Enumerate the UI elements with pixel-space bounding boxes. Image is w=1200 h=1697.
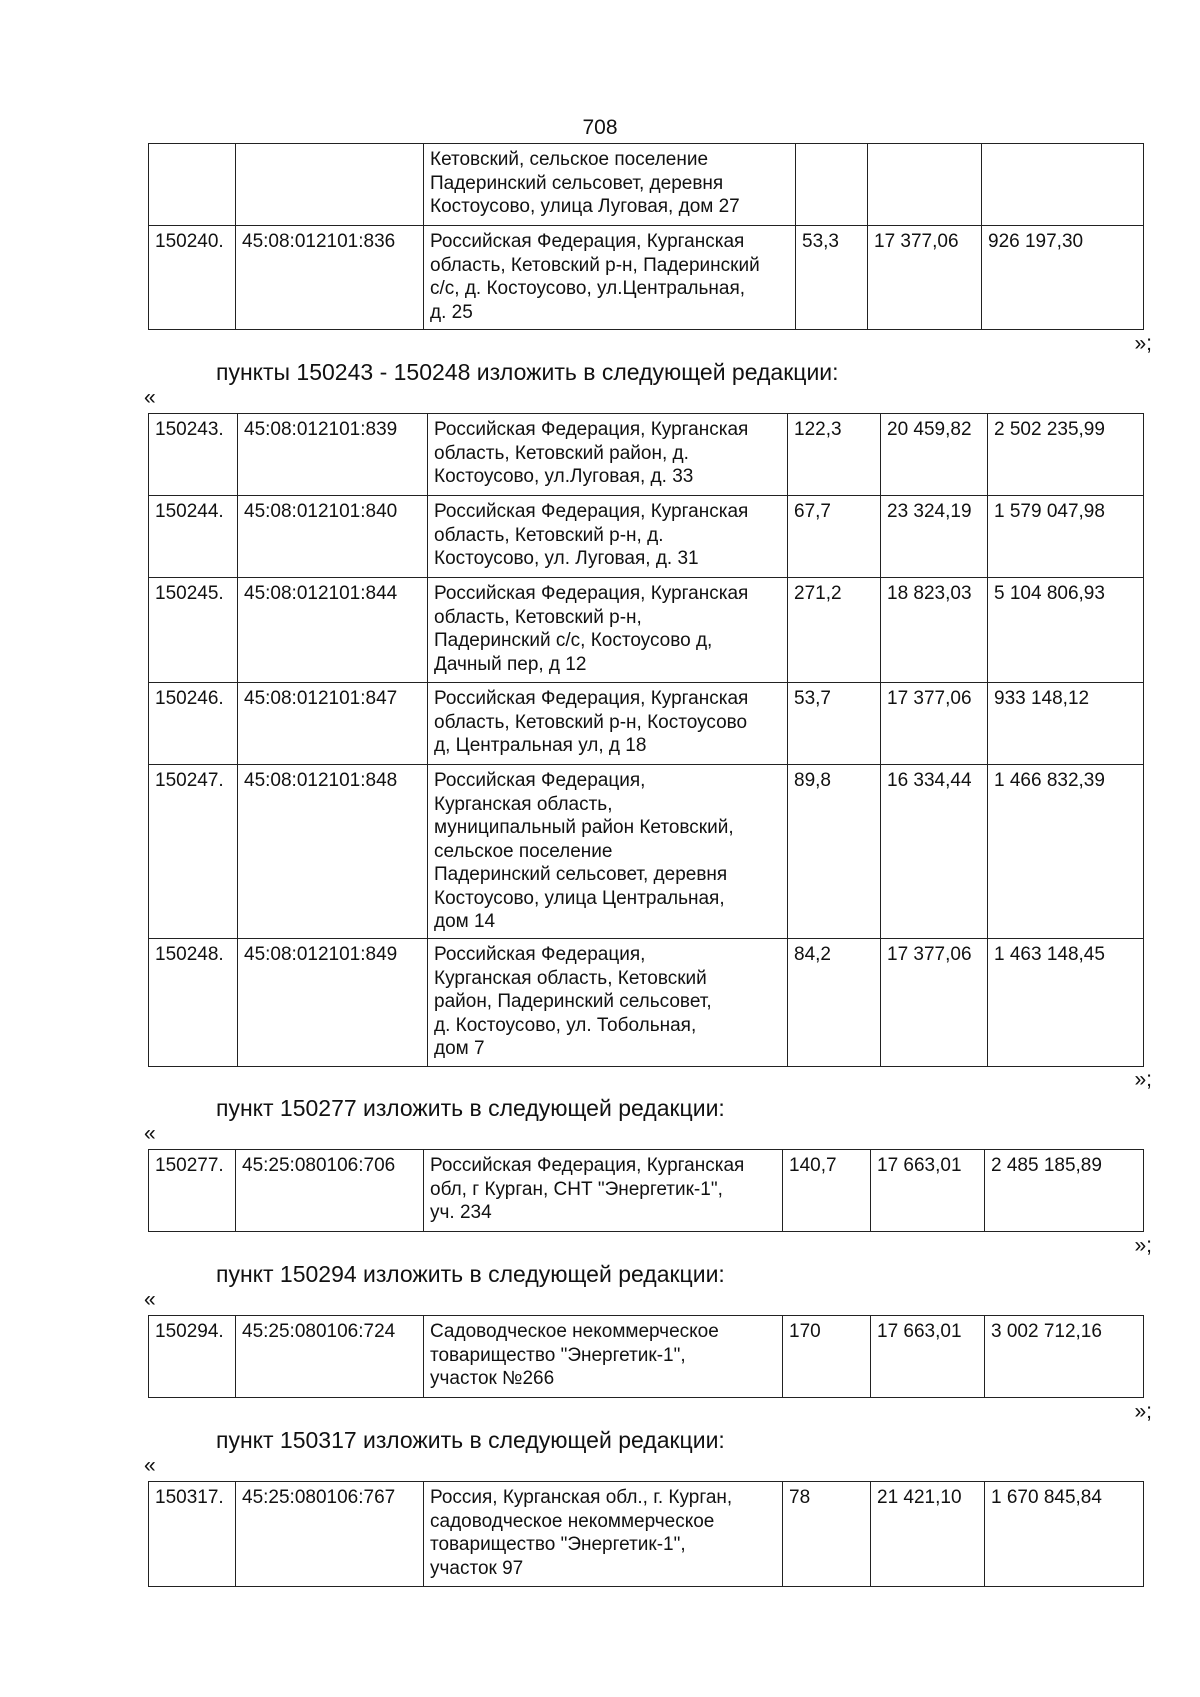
cell-cadastral: 45:25:080106:724 [236, 1316, 424, 1398]
table-row [149, 578, 1144, 683]
cell-num: 150245. [149, 578, 238, 683]
cell-cadastral [236, 144, 424, 226]
cell-cadastral: 45:08:012101:839 [238, 414, 428, 496]
table-150243-150248 [148, 413, 1144, 1067]
cell-num: 150243. [149, 414, 238, 496]
opening-quote-mark: « [144, 1122, 156, 1145]
table-row [149, 1150, 1144, 1232]
table-row [149, 939, 1144, 1067]
cell-area: 271,2 [788, 578, 881, 683]
cell-address: Кетовский, сельское поселение Падеринский сельсовет, деревня Костоусово, улица Луговая, дом 27 [424, 144, 796, 226]
table-150277 [148, 1149, 1144, 1232]
cell-rate: 16 334,44 [881, 765, 988, 939]
cell-rate: 17 663,01 [871, 1150, 985, 1232]
cell-rate: 18 823,03 [881, 578, 988, 683]
cell-cadastral: 45:25:080106:767 [236, 1482, 424, 1587]
cell-num: 150317. [149, 1482, 236, 1587]
table-150294 [148, 1315, 1144, 1398]
cell-cadastral: 45:08:012101:849 [238, 939, 428, 1067]
cell-area: 53,3 [796, 226, 868, 330]
cell-num: 150248. [149, 939, 238, 1067]
cell-address: Российская Федерация, Курганская область, Кетовский район, д. Костоусово, ул.Луговая, д. 33 [428, 414, 788, 496]
cell-num: 150277. [149, 1150, 236, 1232]
cell-rate [868, 144, 982, 226]
cell-value: 1 670 845,84 [985, 1482, 1144, 1587]
cell-rate: 21 421,10 [871, 1482, 985, 1587]
cell-value: 2 485 185,89 [985, 1150, 1144, 1232]
cell-num: 150246. [149, 683, 238, 765]
cell-cadastral: 45:08:012101:847 [238, 683, 428, 765]
cell-value: 5 104 806,93 [988, 578, 1144, 683]
cell-cadastral: 45:25:080106:706 [236, 1150, 424, 1232]
cell-num [149, 144, 236, 226]
cell-value: 1 579 047,98 [988, 496, 1144, 578]
closing-quote-mark: »; [1134, 1400, 1152, 1423]
cell-rate: 17 377,06 [881, 683, 988, 765]
cell-rate: 17 377,06 [868, 226, 982, 330]
table-row [149, 765, 1144, 939]
table-row [149, 683, 1144, 765]
cell-area [796, 144, 868, 226]
cell-cadastral: 45:08:012101:844 [238, 578, 428, 683]
cell-value: 1 463 148,45 [988, 939, 1144, 1067]
page-number: 708 [582, 116, 618, 139]
table-continuation [148, 143, 1144, 330]
cell-cadastral: 45:08:012101:840 [238, 496, 428, 578]
cell-cadastral: 45:08:012101:848 [238, 765, 428, 939]
opening-quote-mark: « [144, 1454, 156, 1477]
cell-area: 84,2 [788, 939, 881, 1067]
table-row [149, 226, 1144, 330]
cell-address: Российская Федерация, Курганская область, Кетовский район, Падеринский сельсовет, д. Костоусово, ул. Тобольная, дом 7 [428, 939, 788, 1067]
cell-area: 140,7 [783, 1150, 871, 1232]
cell-address: Россия, Курганская обл., г. Курган, садоводческое некоммерческое товарищество "Энергетик-1", участок 97 [424, 1482, 783, 1587]
cell-area: 67,7 [788, 496, 881, 578]
cell-address: Российская Федерация, Курганская область, Кетовский р-н, Падеринский с/с, Костоусово д, Дачный пер, д 12 [428, 578, 788, 683]
section-heading: пункт 150294 изложить в следующей редакции: [216, 1261, 725, 1287]
cell-rate: 17 663,01 [871, 1316, 985, 1398]
table-row [149, 496, 1144, 578]
cell-cadastral: 45:08:012101:836 [236, 226, 424, 330]
table-row [149, 414, 1144, 496]
cell-area: 53,7 [788, 683, 881, 765]
cell-area: 78 [783, 1482, 871, 1587]
cell-num: 150294. [149, 1316, 236, 1398]
cell-num: 150244. [149, 496, 238, 578]
cell-area: 122,3 [788, 414, 881, 496]
cell-value: 1 466 832,39 [988, 765, 1144, 939]
cell-address: Российская Федерация, Курганская область, Кетовский р-н, Костоусово д, Центральная ул, д 18 [428, 683, 788, 765]
cell-value: 3 002 712,16 [985, 1316, 1144, 1398]
cell-area: 170 [783, 1316, 871, 1398]
cell-num: 150240. [149, 226, 236, 330]
cell-rate: 20 459,82 [881, 414, 988, 496]
closing-quote-mark: »; [1134, 1234, 1152, 1257]
section-heading: пункт 150277 изложить в следующей редакции: [216, 1095, 725, 1121]
cell-rate: 23 324,19 [881, 496, 988, 578]
table-row [149, 1316, 1144, 1398]
cell-num: 150247. [149, 765, 238, 939]
table-150317 [148, 1481, 1144, 1587]
cell-value: 926 197,30 [982, 226, 1144, 330]
cell-value [982, 144, 1144, 226]
opening-quote-mark: « [144, 386, 156, 409]
table-row [149, 1482, 1144, 1587]
cell-address: Российская Федерация, Курганская обл, г Курган, СНТ "Энергетик-1", уч. 234 [424, 1150, 783, 1232]
cell-value: 933 148,12 [988, 683, 1144, 765]
cell-address: Российская Федерация, Курганская область, муниципальный район Кетовский, сельское поселение Падеринский сельсовет, деревня Костоусово, улица Центральная, дом 14 [428, 765, 788, 939]
section-heading: пункты 150243 - 150248 изложить в следующей редакции: [216, 359, 839, 385]
cell-value: 2 502 235,99 [988, 414, 1144, 496]
cell-address: Российская Федерация, Курганская область, Кетовский р-н, д. Костоусово, ул. Луговая, д. 31 [428, 496, 788, 578]
cell-address: Садоводческое некоммерческое товарищество "Энергетик-1", участок №266 [424, 1316, 783, 1398]
closing-quote-mark: »; [1134, 332, 1152, 355]
section-heading: пункт 150317 изложить в следующей редакции: [216, 1427, 725, 1453]
table-row [149, 144, 1144, 226]
cell-area: 89,8 [788, 765, 881, 939]
cell-address: Российская Федерация, Курганская область, Кетовский р-н, Падеринский с/с, д. Костоусово, ул.Центральная, д. 25 [424, 226, 796, 330]
cell-rate: 17 377,06 [881, 939, 988, 1067]
opening-quote-mark: « [144, 1288, 156, 1311]
closing-quote-mark: »; [1134, 1068, 1152, 1091]
